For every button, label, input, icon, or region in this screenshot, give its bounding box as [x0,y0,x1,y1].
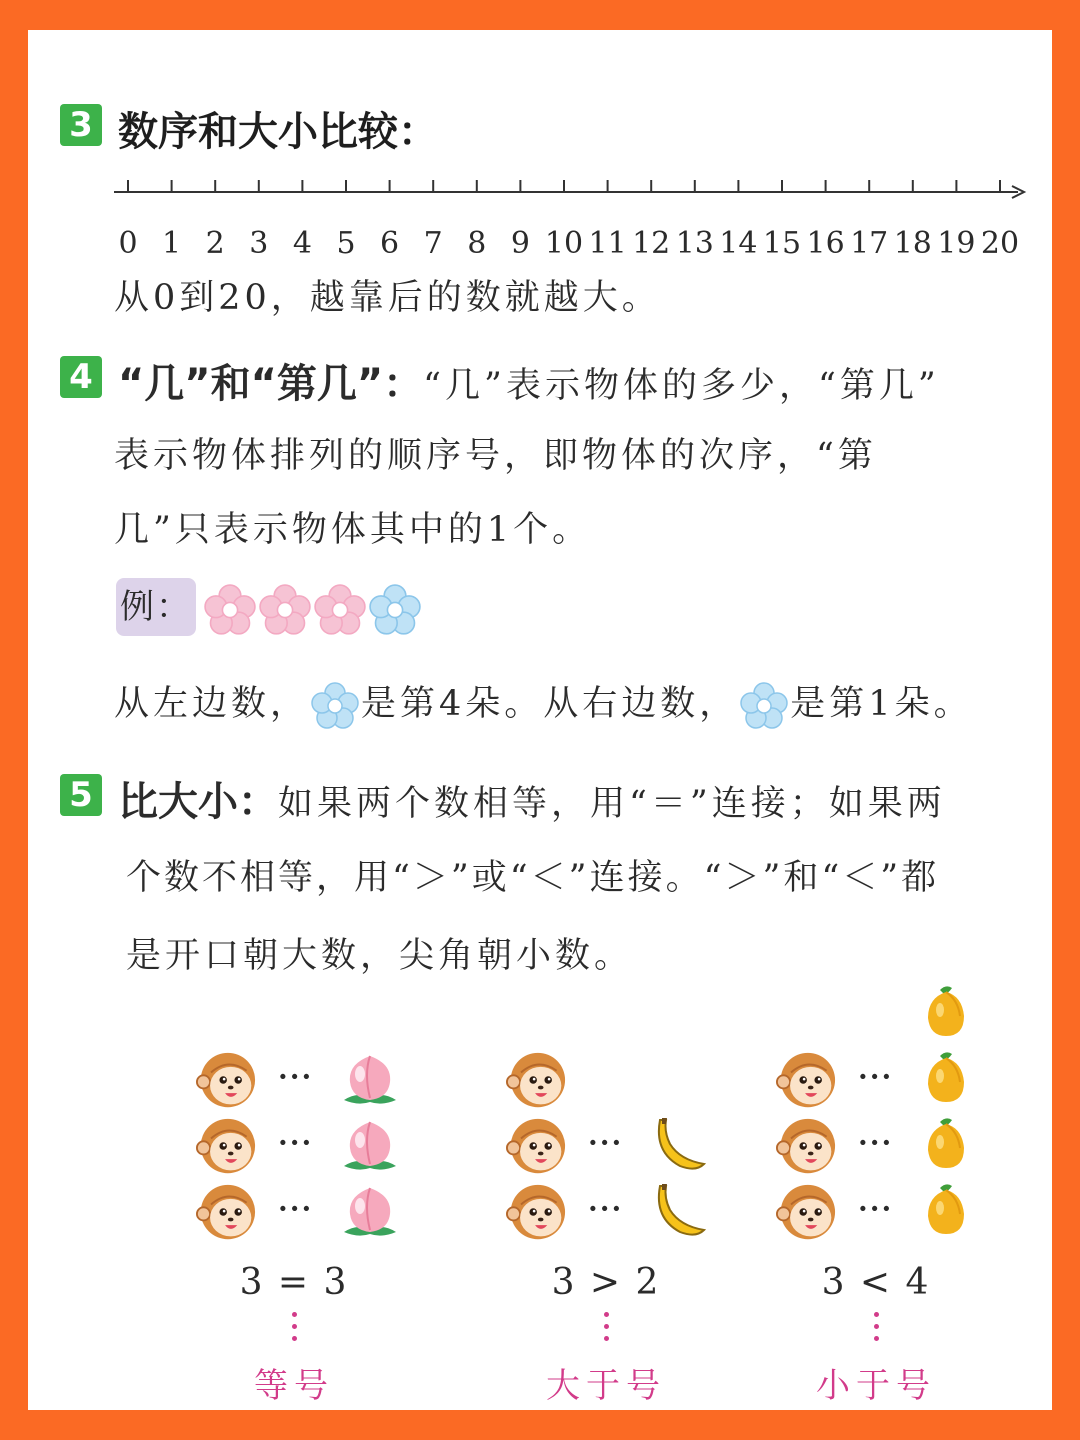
monkey-icon [776,1116,836,1176]
expr-greater: 3 > 2 [551,1262,661,1303]
section-4-line-3: 几”只表示物体其中的1个。 [114,510,592,550]
section-4-text-1: “几”表示物体的多少，“第几” [423,366,940,406]
section-5-heading: 比大小： [118,779,278,825]
number-line-label: 11 [588,226,627,261]
number-line-label: 6 [380,226,400,261]
ellipsis: ··· [278,1126,314,1159]
section-4-badge: 4 [60,356,102,398]
number-line-label: 1 [162,226,182,261]
monkey-icon [196,1182,256,1242]
ellipsis: ··· [858,1060,894,1093]
section-3-text: 从0到20，越靠后的数就越大。 [114,278,661,318]
section-4-line-1 [118,352,940,409]
ellipsis: ··· [278,1060,314,1093]
flower-row [204,584,421,636]
number-line-label: 8 [467,226,487,261]
pink-flower-icon [259,584,311,636]
monkey-icon [196,1050,256,1110]
ellipsis: ··· [588,1126,624,1159]
section-4-line-2: 表示物体排列的顺序号，即物体的次序，“第 [114,436,877,476]
mango-icon [918,1182,978,1242]
label-less-sign: 小于号 [816,1366,936,1406]
number-line-label: 16 [806,226,845,261]
label-equal-sign: 等号 [254,1366,334,1406]
monkey-icon [506,1182,566,1242]
dotted-pointer [872,1312,880,1348]
section-5-line-3: 是开口朝大数，尖角朝小数。 [126,936,634,976]
ellipsis: ··· [858,1192,894,1225]
monkey-icon [196,1116,256,1176]
label-greater-sign: 大于号 [546,1366,666,1406]
number-line-label: 4 [292,226,312,261]
number-line-label: 12 [632,226,671,261]
expr-less: 3 < 4 [821,1262,931,1303]
peach-icon [340,1182,400,1242]
example-label: 例： [116,578,196,636]
number-line [28,170,1052,230]
mango-icon [918,1116,978,1176]
section-4-heading: “几”和“第几”： [118,361,424,407]
blue-flower-icon [369,584,421,636]
monkey-icon [506,1050,566,1110]
blue-flower-icon [740,682,788,730]
section-5-text-1: 如果两个数相等，用“＝”连接；如果两 [278,784,946,824]
example-text-a: 从左边数， [114,684,310,724]
expr-equal: 3 = 3 [239,1262,349,1303]
number-line-label: 10 [544,226,584,261]
peach-icon [340,1116,400,1176]
dotted-pointer [602,1312,610,1348]
number-line-label: 18 [893,226,932,261]
pink-flower-icon [204,584,256,636]
number-line-label: 2 [205,226,225,261]
number-line-label: 9 [510,226,530,261]
number-line-label: 7 [423,226,443,261]
number-line-label: 5 [336,226,356,261]
number-line-label: 0 [118,226,138,261]
example-sentence [114,676,973,730]
number-line-label: 13 [675,226,714,261]
pink-flower-icon [314,584,366,636]
number-line-label: 3 [249,226,269,261]
section-3-badge: 3 [60,104,102,146]
peach-icon [340,1050,400,1110]
dotted-pointer [290,1312,298,1348]
number-line-label: 20 [980,226,1020,261]
number-line-label: 15 [762,226,802,261]
section-5-line-2: 个数不相等，用“＞”或“＜”连接。“＞”和“＜”都 [126,858,940,898]
mango-icon [918,984,978,1044]
number-line-label: 17 [850,226,889,261]
monkey-icon [506,1116,566,1176]
ellipsis: ··· [588,1192,624,1225]
example-text-c: 是第1朵。 [790,684,973,724]
example-text-b: 是第4朵。从右边数， [361,684,739,724]
banana-icon [650,1116,710,1176]
monkey-icon [776,1050,836,1110]
section-5-line-1 [118,770,946,827]
monkey-icon [776,1182,836,1242]
number-line-label: 14 [719,226,758,261]
number-line-label: 19 [937,226,976,261]
ellipsis: ··· [278,1192,314,1225]
ellipsis: ··· [858,1126,894,1159]
section-3-heading: 数序和大小比较： [118,109,438,155]
worksheet-page [28,30,1052,1410]
blue-flower-icon [311,682,359,730]
banana-icon [650,1182,710,1242]
mango-icon [918,1050,978,1110]
section-5-badge: 5 [60,774,102,816]
